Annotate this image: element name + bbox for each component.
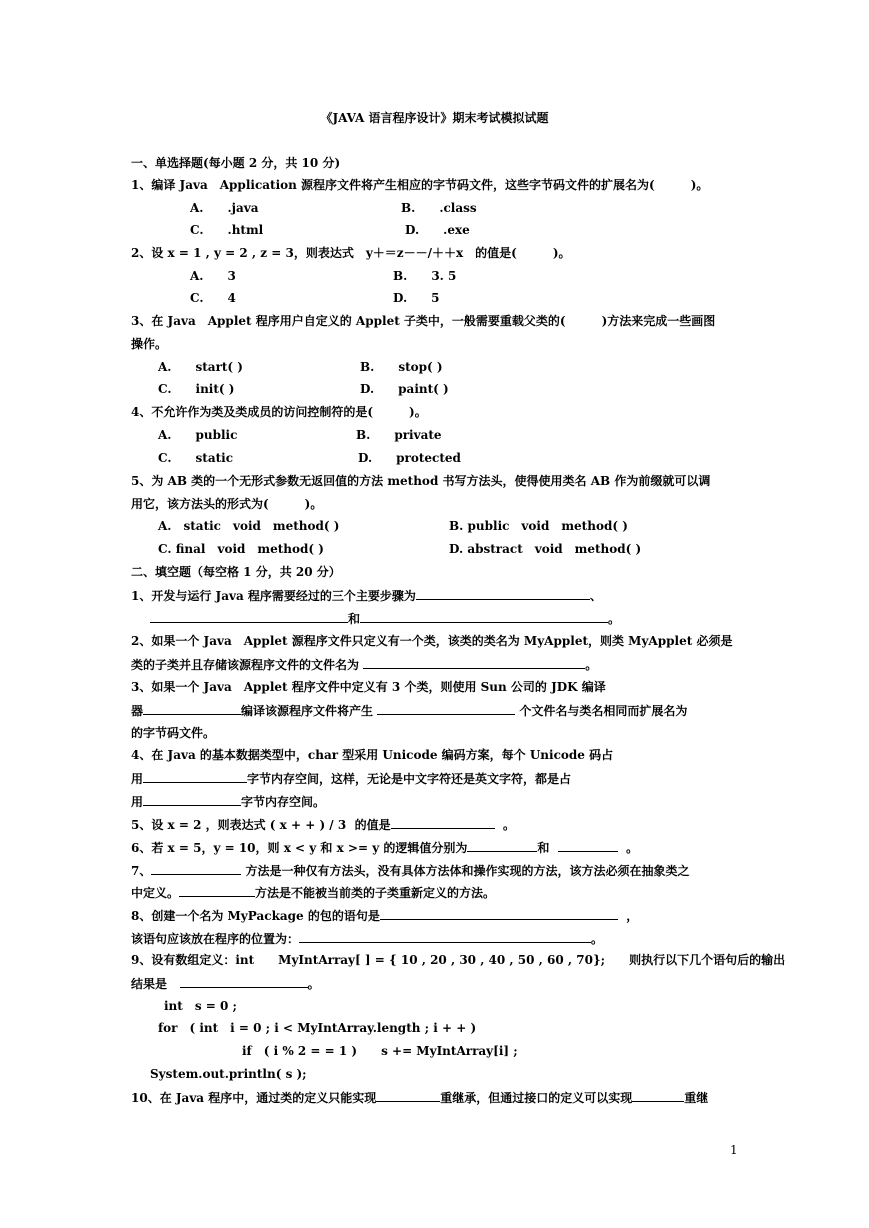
answer-blank[interactable]: [360, 610, 608, 623]
q2-option-a: A. 3: [190, 269, 236, 283]
q4-option-d: D. protected: [358, 451, 461, 465]
fill-q1-sep: 、: [589, 589, 602, 603]
q5-stem-line-1: 5、为 AB 类的一个无形式参数无返回值的方法 method 书写方法头，使得使用类名 AB 作为前缀就可以调: [131, 474, 711, 488]
page-number: 1: [730, 1143, 738, 1157]
fill-q4-line-2: [131, 770, 571, 787]
q2-option-b: B. 3. 5: [393, 269, 457, 283]
q3-option-c: C. init( ): [158, 382, 235, 396]
fill-q7-line-2: [131, 884, 495, 901]
q4-option-c: C. static: [158, 451, 234, 465]
fill-q10-text-c: 重继: [684, 1091, 709, 1105]
answer-blank[interactable]: [150, 610, 348, 623]
q4-option-a: A. public: [158, 428, 238, 442]
q2-option-c: C. 4: [190, 291, 236, 305]
answer-blank[interactable]: [380, 907, 618, 920]
fill-q4-text-d: 字节内存空间。: [241, 795, 326, 809]
q2-option-d: D. 5: [393, 291, 440, 305]
fill-q7-text-a: 方法是一种仅有方法头，没有具体方法体和操作实现的方法，该方法必须在抽象类之: [245, 864, 690, 878]
q2-stem: 2、设 x = 1 , y = 2 , z = 3，则表达式 y＋＝z－－/＋＋x 的值是( )。: [131, 246, 571, 260]
q3-stem-line-2: 操作。: [131, 337, 168, 351]
fill-q1-and: 和: [348, 612, 361, 626]
q5-option-b: B. public void method( ): [449, 519, 628, 533]
code-line-4: System.out.println( s );: [150, 1067, 307, 1081]
fill-q4-text-a: 用: [131, 772, 144, 786]
q5-option-a: A. static void method( ): [158, 519, 340, 533]
fill-q2-text: 类的子类并且存储该源程序文件的文件名为: [131, 658, 360, 672]
fill-q6-end: 。: [626, 841, 639, 855]
q5-option-c: C. final void method( ): [158, 542, 324, 556]
fill-q7-num: 7、: [131, 864, 152, 878]
fill-q1-text: 1、开发与运行 Java 程序需要经过的三个主要步骤为: [131, 589, 416, 603]
fill-q9-text: 结果是: [131, 977, 168, 991]
fill-q5: [131, 816, 515, 833]
q3-stem-line-1: 3、在 Java Applet 程序用户自定义的 Applet 子类中，一般需要重载父类的( )方法来完成一些画图: [131, 314, 716, 328]
fill-q6: [131, 839, 638, 856]
fill-q2-line-1: 2、如果一个 Java Applet 源程序文件只定义有一个类，该类的类名为 MyApplet，则类 MyApplet 必须是: [131, 634, 733, 648]
code-line-3: if ( i % 2 = = 1 ) s += MyIntArray[i] ;: [242, 1044, 518, 1058]
fill-q3-line-3: 的字节码文件。: [131, 726, 216, 740]
fill-q8-comma: ，: [626, 909, 639, 923]
fill-q8-text-a: 8、创建一个名为 MyPackage 的包的语句是: [131, 909, 380, 923]
fill-q5-end: 。: [502, 818, 515, 832]
document-title: 《JAVA 语言程序设计》期末考试模拟试题: [320, 111, 549, 125]
fill-q9-end: 。: [307, 977, 320, 991]
answer-blank[interactable]: [558, 839, 618, 852]
fill-q6-text: 6、若 x = 5，y = 10，则 x < y 和 x >= y 的逻辑值分别为: [131, 841, 468, 855]
q1-option-b: B. .class: [401, 201, 477, 215]
fill-q8-end: 。: [591, 932, 604, 946]
fill-q3-text-c: 个文件名与类名相同而扩展名为: [519, 704, 688, 718]
fill-q3-line-1: 3、如果一个 Java Applet 程序文件中定义有 3 个类，则使用 Sun 公司的 JDK 编译: [131, 680, 606, 694]
fill-q9-line-1: 9、设有数组定义：int MyIntArray[ ] = { 10 , 20 , 30 , 40 , 50 , 60 , 70}; 则执行以下几个语句后的输出: [131, 953, 786, 967]
fill-q4-line-1: 4、在 Java 的基本数据类型中，char 型采用 Unicode 编码方案，每个 Unicode 码占: [131, 748, 614, 762]
answer-blank[interactable]: [299, 930, 591, 943]
answer-blank[interactable]: [180, 975, 308, 988]
fill-q10: [131, 1089, 708, 1106]
fill-q7-text-c: 方法是不能被当前类的子类重新定义的方法。: [255, 886, 496, 900]
answer-blank[interactable]: [632, 1089, 684, 1102]
answer-blank[interactable]: [467, 839, 537, 852]
q4-stem: 4、不允许作为类及类成员的访问控制符的是( )。: [131, 405, 427, 419]
fill-q1-line-1: [131, 587, 602, 604]
section-2-heading: 二、填空题（每空格 1 分，共 20 分）: [131, 565, 341, 579]
q1-option-d: D. .exe: [405, 223, 470, 237]
q3-option-d: D. paint( ): [360, 382, 449, 396]
fill-q1-line-2: [150, 610, 620, 627]
q5-option-d: D. abstract void method( ): [449, 542, 642, 556]
fill-q4-text-c: 用: [131, 795, 144, 809]
fill-q3-line-2: [131, 702, 687, 719]
answer-blank[interactable]: [377, 702, 515, 715]
answer-blank[interactable]: [151, 862, 241, 875]
fill-q8-line-1: [131, 907, 638, 924]
fill-q2-end: 。: [585, 658, 598, 672]
code-line-1: int s = 0 ;: [164, 999, 237, 1013]
fill-q8-line-2: [131, 930, 603, 947]
q3-option-b: B. stop( ): [360, 360, 443, 374]
fill-q3-text-b: 编译该源程序文件将产生: [241, 704, 374, 718]
answer-blank[interactable]: [143, 793, 241, 806]
code-line-2: for ( int i = 0 ; i < MyIntArray.length ; i + + ): [158, 1021, 477, 1035]
answer-blank[interactable]: [143, 702, 241, 715]
answer-blank[interactable]: [363, 656, 585, 669]
fill-q4-line-3: [131, 793, 325, 810]
fill-q7-text-b: 中定义。: [131, 886, 180, 900]
answer-blank[interactable]: [416, 587, 590, 600]
fill-q3-text-a: 器: [131, 704, 144, 718]
fill-q10-text-b: 重继承，但通过接口的定义可以实现: [440, 1091, 633, 1105]
q3-option-a: A. start( ): [158, 360, 243, 374]
q1-stem: 1、编译 Java Application 源程序文件将产生相应的字节码文件，这些字节码文件的扩展名为( )。: [131, 178, 709, 192]
fill-q2-line-2: [131, 656, 597, 673]
q4-option-b: B. private: [356, 428, 442, 442]
answer-blank[interactable]: [376, 1089, 440, 1102]
answer-blank[interactable]: [391, 816, 495, 829]
q5-stem-line-2: 用它，该方法头的形式为( )。: [131, 497, 323, 511]
answer-blank[interactable]: [143, 770, 247, 783]
fill-q6-and: 和: [537, 841, 550, 855]
section-1-heading: 一、单选择题(每小题 2 分，共 10 分): [131, 156, 341, 170]
answer-blank[interactable]: [179, 884, 255, 897]
fill-q1-end: 。: [608, 612, 621, 626]
fill-q7-line-1: [131, 862, 690, 879]
q1-option-a: A. .java: [190, 201, 259, 215]
fill-q9-line-2: [131, 975, 320, 992]
fill-q4-text-b: 字节内存空间，这样，无论是中文字符还是英文字符，都是占: [247, 772, 572, 786]
fill-q5-text: 5、设 x = 2 ，则表达式 ( x + + ) / 3 的值是: [131, 818, 391, 832]
q1-option-c: C. .html: [190, 223, 264, 237]
fill-q10-text-a: 10、在 Java 程序中，通过类的定义只能实现: [131, 1091, 377, 1105]
fill-q8-text-b: 该语句应该放在程序的位置为：: [131, 932, 300, 946]
